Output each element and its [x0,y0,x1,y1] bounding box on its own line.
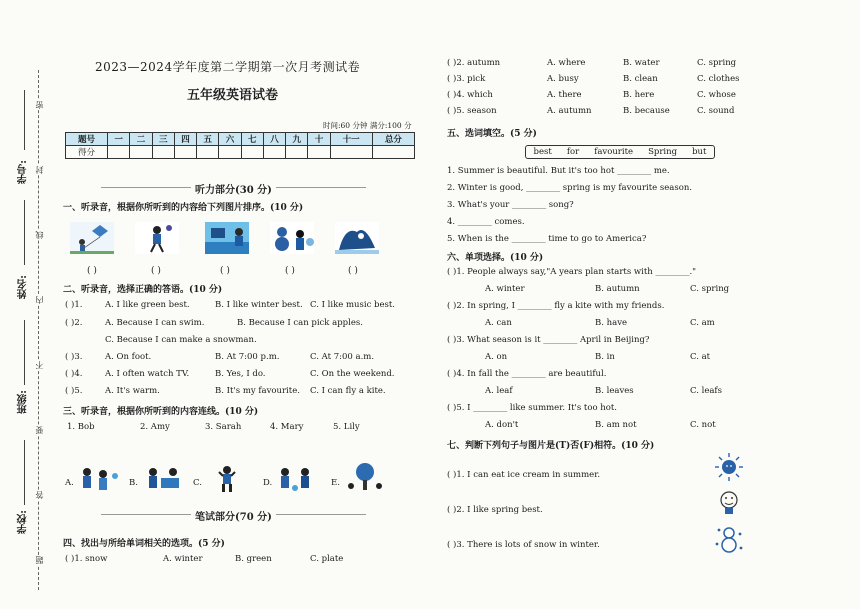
sun-face-icon [713,452,745,482]
s6-option-a: A. winter [485,284,525,294]
s4-item[interactable]: ( )2. autumn [447,58,501,68]
s2-item-num[interactable]: ( )5. [65,386,83,396]
beach-scene-icon [205,222,249,254]
score-cell[interactable] [241,146,263,159]
s2-option-b: B. I like winter best. [215,300,303,310]
score-header-cell: 总分 [372,133,414,146]
section-3-title: 三、听录音，根据你所听到的内容连线。(10 分) [63,407,259,417]
seal-dashed-line [38,70,39,590]
s6-option-b: B. leaves [595,386,634,396]
s5-sentence[interactable]: 1. Summer is beautiful. But it's too hot ________ me. [447,166,670,176]
children-reading-icon[interactable] [141,462,185,494]
snowman-icon [270,222,314,254]
s2-option-a: A. On foot. [105,352,152,362]
s2-option-b: B. At 7:00 p.m. [215,352,280,362]
listening-banner: 听力部分(30 分) [195,181,272,196]
s4-option-c: C. whose [697,90,736,100]
s4-item[interactable]: ( )4. which [447,90,493,100]
word-bank-item: favourite [594,147,634,157]
s2-item-num[interactable]: ( )2. [65,318,83,328]
s6-option-c: C. not [690,420,716,430]
s4-option-b: B. clean [623,74,658,84]
s2-option-c: C. I can fly a kite. [310,386,386,396]
answer-paren[interactable]: ( ) [348,266,358,276]
kite-child-icon [70,222,114,254]
s5-sentence[interactable]: 4. ________ comes. [447,217,525,227]
children-playing-icon[interactable] [275,462,319,494]
s3-letter: C. [193,478,202,488]
s3-letter: D. [263,478,273,488]
s7-statement[interactable]: ( )1. I can eat ice cream in summer. [447,470,601,480]
score-header-cell: 十 [308,133,330,146]
exam-subtitle: 五年级英语试卷 [187,88,279,103]
seal-mark: 内 [35,296,44,304]
s6-option-c: C. at [690,352,711,362]
score-cell[interactable] [330,146,372,159]
score-cell[interactable] [108,146,130,159]
exam-title: 2023—2024学年度第二学期第一次月考测试卷 [95,60,361,74]
seal-mark: 线 [35,231,44,239]
s2-option-b: B. Yes, I do. [215,369,266,379]
score-header-cell: 八 [263,133,285,146]
score-header-cell: 七 [241,133,263,146]
s6-question[interactable]: ( )4. In fall the ________ are beautiful. [447,369,607,379]
kite-flower-icon [713,486,745,516]
score-cell[interactable] [130,146,152,159]
school-label: 学校: [18,510,29,534]
score-cell[interactable] [197,146,219,159]
s6-option-a: A. leaf [485,386,513,396]
name-line [24,200,25,265]
s5-sentence[interactable]: 5. When is the ________ time to go to America? [447,234,647,244]
s6-option-c: C. leafs [690,386,722,396]
section-1-title: 一、听录音，根据你所听到的内容给下列图片排序。(10 分) [63,203,304,213]
section-2-title: 二、听录音，选择正确的答语。(10 分) [63,285,223,295]
s4-option-a: A. autumn [547,106,592,116]
s3-letter: E. [331,478,340,488]
s3-name: 1. Bob [67,422,95,432]
s4-option-a: A. where [547,58,586,68]
s7-statement[interactable]: ( )2. I like spring best. [447,505,543,515]
section-4-title: 四、找出与所给单词相关的选项。(5 分) [63,539,225,549]
s2-option-c: C. On the weekend. [310,369,395,379]
answer-paren[interactable]: ( ) [285,266,295,276]
class-label: 班级: [18,390,29,414]
s3-letter: B. [129,478,138,488]
snowman-scene-icon [713,524,745,554]
s4-option-b: B. here [623,90,655,100]
s5-sentence[interactable]: 2. Winter is good, ________ spring is my favourite season. [447,183,693,193]
answer-paren[interactable]: ( ) [220,266,230,276]
child-jumping-icon[interactable] [205,462,249,494]
s2-item-num[interactable]: ( )3. [65,352,83,362]
s2-option-c: C. At 7:00 a.m. [310,352,375,362]
school-line [24,440,25,505]
s3-letter: A. [65,478,74,488]
s2-option-a: A. I like green best. [105,300,190,310]
seal-mark: 密 [35,101,44,109]
seal-mark: 封 [35,166,44,174]
score-cell[interactable] [308,146,330,159]
score-header-cell: 九 [286,133,308,146]
class-line [24,320,25,385]
student-no-line [24,90,25,150]
s4-option-c: C. clothes [697,74,740,84]
word-bank-item: Spring [648,147,678,157]
s3-name: 2. Amy [140,422,170,432]
tree-picnic-icon[interactable] [343,462,387,494]
s2-item-num[interactable]: ( )1. [65,300,83,310]
s6-question[interactable]: ( )5. I ________ like summer. It's too hot. [447,403,617,413]
score-table-row [66,146,415,159]
s4-item[interactable]: ( )5. season [447,106,497,116]
s6-option-b: B. in [595,352,615,362]
score-row-label: 得分 [66,146,108,159]
s2-option-a: A. Because I can swim. [105,318,205,328]
s3-name: 3. Sarah [205,422,242,432]
s2-option-a: A. It's warm. [105,386,160,396]
s2-option-b: B. It's my favourite. [215,386,300,396]
s4-option-c: C. plate [310,554,344,564]
children-group-icon[interactable] [77,462,121,494]
student-no-label: 学号: [18,160,29,184]
s2-option-a: A. I often watch TV. [105,369,190,379]
score-header-cell: 六 [219,133,241,146]
binding-margin [8,70,48,590]
s4-option-b: B. green [235,554,272,564]
s4-option-a: A. there [547,90,582,100]
s4-item[interactable]: ( )1. snow [65,554,108,564]
score-cell[interactable] [152,146,174,159]
winter-tree-icon [335,222,379,254]
s4-option-b: B. water [623,58,660,68]
s6-option-a: A. can [485,318,512,328]
child-running-icon [135,222,179,254]
score-header-cell: 题号 [66,133,108,146]
s6-option-b: B. have [595,318,628,328]
s6-option-a: A. on [485,352,508,362]
s6-question[interactable]: ( )3. What season is it ________ April in Beijing? [447,335,650,345]
s6-option-b: B. am not [595,420,637,430]
s3-name: 4. Mary [270,422,304,432]
score-table-header [66,133,415,146]
answer-paren[interactable]: ( ) [87,266,97,276]
writing-banner: 笔试部分(70 分) [195,508,272,523]
word-bank-item: best [533,147,552,157]
s6-option-a: A. don't [485,420,519,430]
seal-mark: 要 [35,426,44,434]
section-7-title: 七、判断下列句子与图片是(T)否(F)相符。(10 分) [447,441,655,451]
s6-question[interactable]: ( )1. People always say,"A years plan starts with ________." [447,267,697,277]
s6-question[interactable]: ( )2. In spring, I ________ fly a kite with my friends. [447,301,665,311]
seal-mark: 题 [35,556,44,564]
score-header-cell: 四 [174,133,196,146]
score-cell[interactable] [174,146,196,159]
score-header-cell: 五 [197,133,219,146]
score-cell[interactable] [263,146,285,159]
answer-paren[interactable]: ( ) [151,266,161,276]
section-5-title: 五、选词填空。(5 分) [447,129,537,139]
s6-option-c: C. spring [690,284,730,294]
s4-option-c: C. sound [697,106,735,116]
seal-mark: 答 [35,491,44,499]
score-header-cell: 一 [108,133,130,146]
score-header-cell: 二 [130,133,152,146]
score-cell[interactable] [219,146,241,159]
score-header-cell: 三 [152,133,174,146]
s7-statement[interactable]: ( )3. There is lots of snow in winter. [447,540,600,550]
s4-option-a: A. busy [547,74,579,84]
name-label: 姓名: [18,275,29,299]
score-table [65,132,415,159]
s4-option-c: C. spring [697,58,737,68]
word-bank-item: for [566,147,580,157]
score-header-cell: 十一 [330,133,372,146]
s3-name: 5. Lily [333,422,360,432]
s6-option-b: B. autumn [595,284,640,294]
score-cell[interactable] [372,146,414,159]
s6-option-c: C. am [690,318,715,328]
word-bank-item: but [692,147,707,157]
s5-sentence[interactable]: 3. What's your ________ song? [447,200,574,210]
s4-item[interactable]: ( )3. pick [447,74,486,84]
seal-mark: 不 [35,361,44,369]
word-bank [525,145,715,159]
s4-option-b: B. because [623,106,670,116]
s2-option-c: C. Because I can make a snowman. [105,335,257,345]
score-cell[interactable] [286,146,308,159]
s2-item-num[interactable]: ( )4. [65,369,83,379]
section-6-title: 六、单项选择。(10 分) [447,253,544,263]
time-note: 时间:60 分钟 满分:100 分 [323,121,412,130]
s4-option-a: A. winter [163,554,203,564]
s2-option-c: C. I like music best. [310,300,396,310]
s2-option-b: B. Because I can pick apples. [237,318,363,328]
